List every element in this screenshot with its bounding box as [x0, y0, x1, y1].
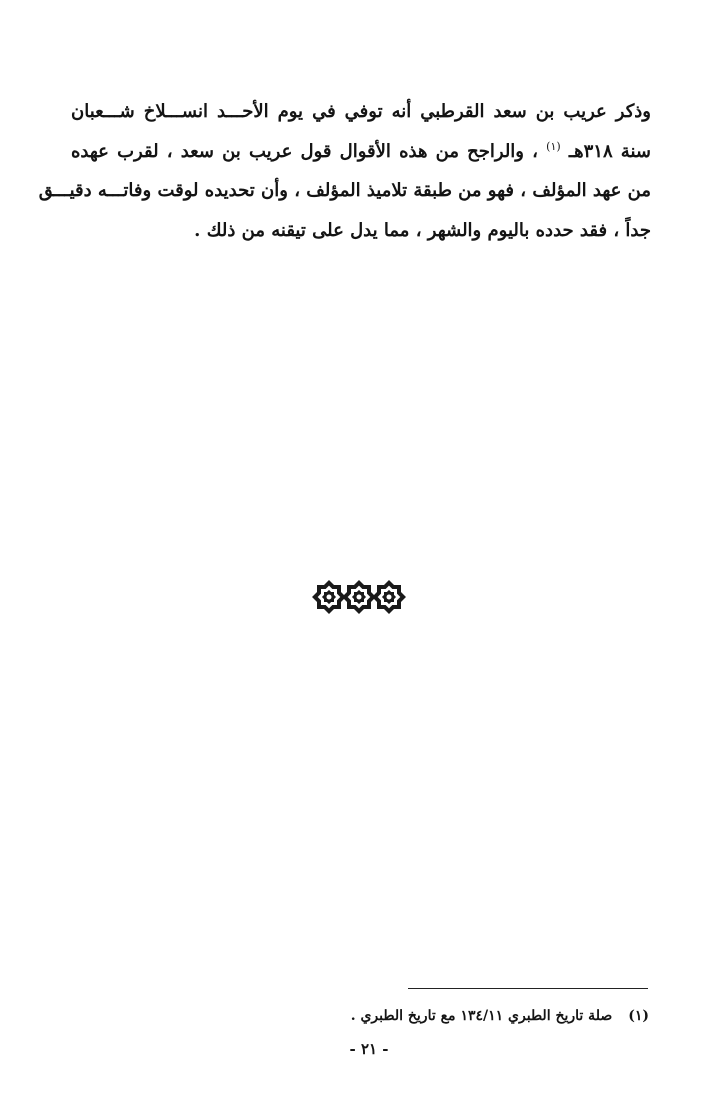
ornament-divider: [311, 578, 407, 616]
paragraph-line-2-end: ، والراجح من هذه الأقوال قول عريب بن سعد ، لقرب عهده: [71, 140, 538, 162]
paragraph-line-1: وذكر عريب بن سعد القرطبي أنه توفي في يوم الأحـــد انســـلاخ شـــعبان: [71, 101, 651, 122]
paragraph-line-2-start: سنة ٣١٨هـ: [568, 140, 651, 162]
page-number: - ٢١ -: [349, 1040, 389, 1058]
footnote-reference[interactable]: (١): [546, 139, 561, 153]
main-paragraph: [38, 92, 651, 250]
paragraph-line-3: من عهد المؤلف ، فهو من طبقة تلاميذ المؤلف ، وأن تحديده لوقت وفاتـــه دقيـــق: [38, 180, 651, 201]
footnote-number: (١): [628, 1008, 649, 1024]
eight-point-star-ornament-icon: [312, 580, 346, 614]
footnote-text: صلة تاريخ الطبري ١٣٤/١١ مع تاريخ الطبري .: [350, 1008, 613, 1024]
eight-point-star-ornament-icon: [372, 580, 406, 614]
footnote: [351, 1008, 649, 1024]
paragraph-line-2: [71, 132, 651, 172]
eight-point-star-ornament-icon: [342, 580, 376, 614]
paragraph-line-4: جداً ، فقد حدده باليوم والشهر ، مما يدل على تيقنه من ذلك .: [194, 219, 651, 241]
footnote-divider: [408, 988, 648, 989]
